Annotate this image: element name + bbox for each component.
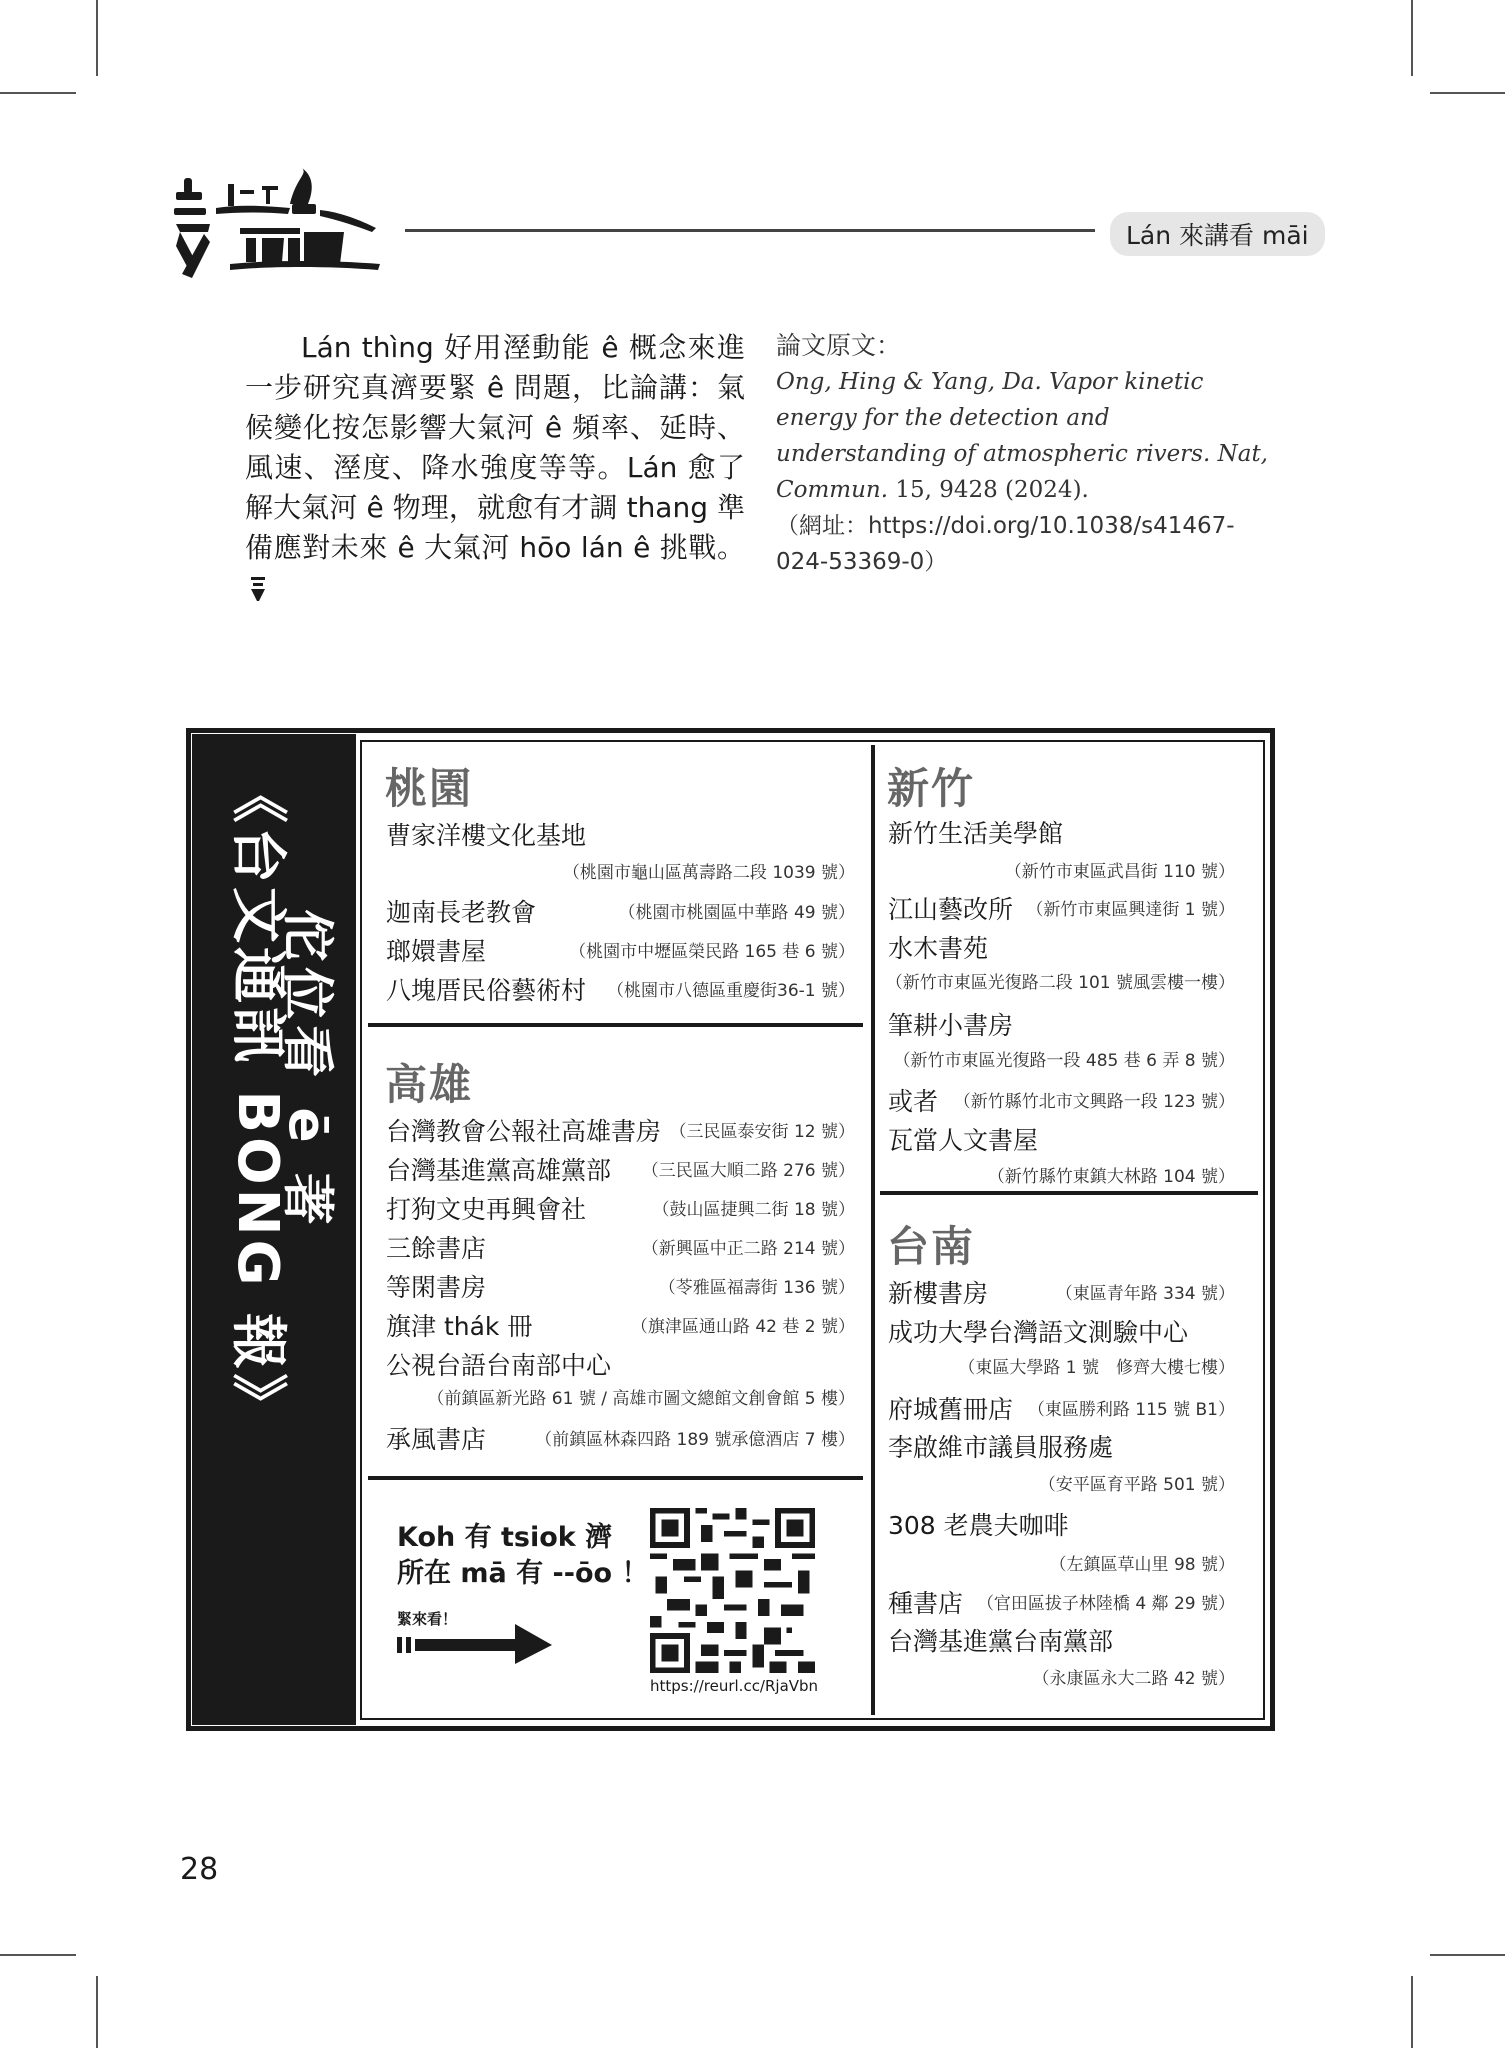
section-tag: Lán 來講看 māi [1110, 212, 1325, 256]
promo-line-1: Koh 有 tsiok 濟 [397, 1522, 613, 1553]
venue-address: （新竹市東區武昌街 110 號） [1004, 862, 1235, 882]
venue-name: 江山藝改所 [888, 895, 1014, 924]
arrow-right-icon [397, 1624, 552, 1664]
venue-name: 承風書店 [386, 1425, 487, 1454]
reference-url[interactable]: （網址：https://doi.org/10.1038/s41467-024-53369-0） [776, 513, 1235, 575]
venue-name: 李啟維市議員服務處 [888, 1433, 1114, 1462]
crop-mark [0, 1954, 76, 1956]
venue-name: 旗津 thák 冊 [386, 1312, 533, 1341]
venue-name: 瓦當人文書屋 [888, 1126, 1039, 1155]
venue-name: 308 老農夫咖啡 [888, 1511, 1069, 1540]
venue-address: （桃園市中壢區榮民路 165 巷 6 號） [569, 942, 855, 962]
venue-name: 新竹生活美學館 [888, 819, 1064, 848]
promo-text [397, 1520, 648, 1592]
venue-name: 府城舊冊店 [888, 1395, 1014, 1424]
venue-address: （桃園市八德區重慶街36-1 號） [607, 981, 855, 1001]
reference-citation: Ong, Hing & Yang, Da. Vapor kinetic energy for the detection and understanding of atmospheric rivers. Nat, Commun. [776, 369, 1268, 503]
promo-line-2: 所在 mā 有 --ōo ！ [397, 1558, 649, 1589]
venue-address: （桃園市龜山區萬壽路二段 1039 號） [562, 863, 855, 883]
reference-label: 論文原文： [776, 331, 902, 360]
venue-name: 打狗文史再興會社 [386, 1195, 587, 1224]
article-paragraph: Lán thìng 好用溼動能 ê 概念來進一步研究真濟要緊 ê 問題，比論講：氣候變化按怎影響大氣河 ê 頻率、延時、風速、溼度、降水強度等等。Lán 愈了解大氣河 ê 物理，就愈有才調 thang 準備應對未來 ê 大氣河 hōo lán ê 挑戰。 [245, 331, 745, 564]
venue-address: （新興區中正二路 214 號） [641, 1239, 855, 1259]
venue-name: 筆耕小書房 [888, 1011, 1014, 1040]
venue-name: 台灣基進黨台南黨部 [888, 1627, 1114, 1656]
venue-address: （三民區泰安街 12 號） [669, 1122, 855, 1142]
venue-name: 水木書苑 [888, 934, 989, 963]
crop-mark [96, 0, 98, 76]
venue-name: 八塊厝民俗藝術村 [386, 976, 587, 1005]
venue-address: （苓雅區福壽街 136 號） [658, 1278, 855, 1298]
qr-url[interactable]: https://reurl.cc/RjaVbn [650, 1677, 819, 1695]
article-body [245, 328, 745, 608]
reference-numbers: 15, 9428 (2024). [888, 477, 1089, 503]
venue-address: （官田區拔子林陸橋 4 鄰 29 號） [976, 1594, 1235, 1614]
box-subtitle: 佗位看 ē 著 [276, 909, 337, 1231]
column-divider [871, 745, 875, 1715]
qr-code[interactable] [650, 1508, 815, 1673]
header-rule [405, 229, 1095, 232]
region-heading-hsinchu: 新竹 [887, 764, 976, 813]
venue-address: （左鎮區草山里 98 號） [1049, 1555, 1235, 1575]
promo-cta: 緊來看！ [397, 1610, 458, 1628]
venue-name: 迦南長老教會 [386, 898, 537, 927]
crop-mark [0, 92, 76, 94]
venue-name: 三餘書店 [386, 1234, 487, 1263]
venue-name: 曹家洋樓文化基地 [386, 821, 587, 850]
bong-logo [170, 168, 385, 286]
venue-address: （東區勝利路 115 號 B1） [1027, 1400, 1235, 1420]
venue-name: 等閑書房 [386, 1273, 487, 1302]
venue-address: （安平區育平路 501 號） [1038, 1475, 1235, 1495]
venue-name: 台灣基進黨高雄黨部 [386, 1156, 612, 1185]
crop-mark [1430, 1954, 1505, 1956]
venue-address: （新竹縣竹北市文興路一段 123 號） [953, 1092, 1235, 1112]
venue-address: （新竹市東區光復路二段 101 號風雲樓一樓） [885, 973, 1235, 993]
venue-address: （永康區永大二路 42 號） [1032, 1669, 1235, 1689]
crop-mark [1430, 92, 1505, 94]
venue-address: （前鎮區林森四路 189 號承億酒店 7 樓） [535, 1430, 855, 1450]
venue-address: （東區大學路 1 號 修齊大樓七樓） [958, 1358, 1235, 1378]
region-heading-tainan: 台南 [887, 1222, 976, 1271]
venue-address: （東區青年路 334 號） [1055, 1284, 1235, 1304]
section-divider [368, 1476, 863, 1480]
venue-name: 種書店 [888, 1589, 964, 1618]
reference-block [776, 328, 1286, 580]
venue-name: 成功大學台灣語文測驗中心 [888, 1318, 1189, 1347]
crop-mark [1411, 1976, 1413, 2048]
venue-address: （新竹市東區光復路一段 485 巷 6 弄 8 號） [893, 1051, 1235, 1071]
page-number: 28 [180, 1852, 219, 1887]
section-divider [368, 1023, 863, 1027]
venue-name: 瑯嬛書屋 [386, 937, 487, 966]
venue-name: 台灣教會公報社高雄書房 [386, 1117, 662, 1146]
venue-address: （旗津區通山路 42 巷 2 號） [630, 1317, 855, 1337]
crop-mark [96, 1976, 98, 2048]
venue-name: 公視台語台南部中心 [386, 1351, 612, 1380]
venue-address: （新竹縣竹東鎮大林路 104 號） [987, 1167, 1235, 1187]
venue-address: （前鎮區新光路 61 號 / 高雄市圖文總館文創會館 5 樓） [427, 1389, 855, 1409]
venue-address: （三民區大順二路 276 號） [641, 1161, 855, 1181]
end-mark-icon [249, 575, 267, 601]
region-heading-taoyuan: 桃園 [385, 764, 474, 813]
crop-mark [1411, 0, 1413, 76]
venue-address: （鼓山區捷興二街 18 號） [652, 1200, 855, 1220]
venue-name: 或者 [888, 1087, 939, 1116]
box-title: 《台文通訊 BONG 報》 [225, 766, 290, 1434]
venue-address: （新竹市東區興達街 1 號） [1026, 900, 1235, 920]
region-heading-kaohsiung: 高雄 [385, 1060, 474, 1109]
venue-name: 新樓書房 [888, 1279, 989, 1308]
venue-address: （桃園市桃園區中華路 49 號） [618, 903, 855, 923]
section-divider [880, 1191, 1258, 1195]
